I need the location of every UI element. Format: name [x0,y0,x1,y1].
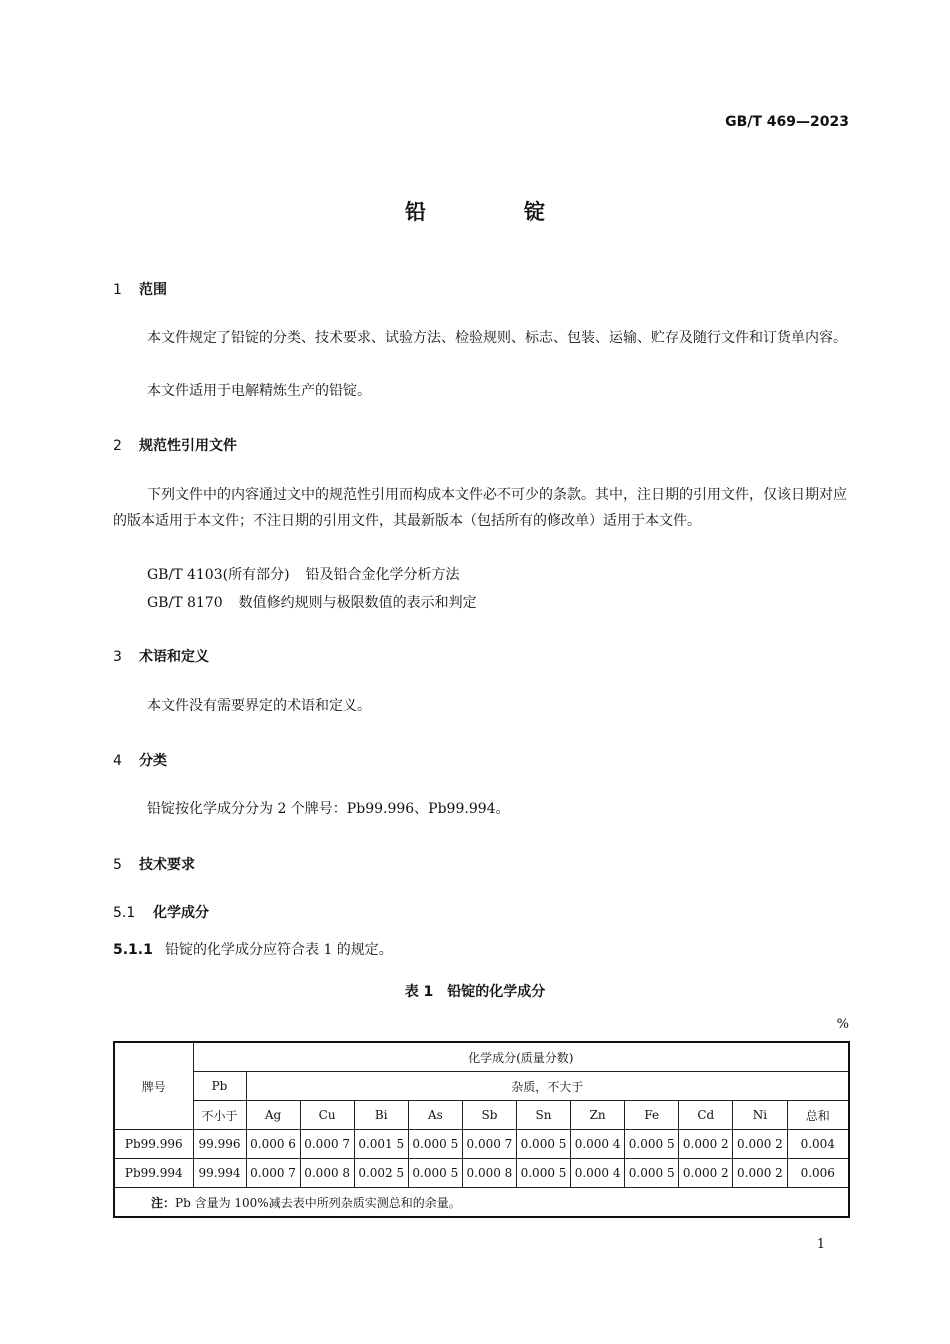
cell-value: 0.000 5 [408,1130,462,1159]
header-pb: Pb [193,1072,246,1101]
table-row [114,1130,849,1159]
reference-2: GB/T 8170 数值修约规则与极限数值的表示和判定 [147,595,477,611]
cell-pb: 99.994 [193,1159,246,1188]
section-4-heading: 4 分类 [113,753,167,769]
cell-value: 0.000 8 [462,1159,516,1188]
cell-value: 0.000 7 [246,1159,300,1188]
section-3-paragraph: 本文件没有需要界定的术语和定义。 [147,698,371,714]
header-grade: 牌号 [114,1042,193,1130]
header-element: Sb [462,1101,516,1130]
cell-value: 0.000 2 [679,1159,733,1188]
cell-value: 0.000 7 [300,1130,354,1159]
section-1-paragraph-1: 本文件规定了铅锭的分类、技术要求、试验方法、检验规则、标志、包装、运输、贮存及随行文件和订货单内容。 [147,330,847,346]
section-1-paragraph-2: 本文件适用于电解精炼生产的铅锭。 [147,383,371,399]
header-element: Cu [300,1101,354,1130]
cell-value: 0.000 4 [571,1159,625,1188]
title-char-1: 铅 [405,200,426,224]
cell-grade: Pb99.996 [114,1130,193,1159]
cell-value: 0.000 2 [679,1130,733,1159]
title-char-2: 锭 [524,200,545,224]
cell-value: 0.006 [787,1159,849,1188]
cell-value: 0.000 2 [733,1130,787,1159]
header-element: 总和 [787,1101,849,1130]
cell-value: 0.000 5 [516,1130,570,1159]
table-unit: % [836,1017,849,1032]
section-5-1-heading: 5.1 化学成分 [113,905,209,921]
header-element: Fe [625,1101,679,1130]
header-chemical-composition: 化学成分(质量分数) [193,1042,849,1072]
cell-pb: 99.996 [193,1130,246,1159]
cell-value: 0.001 5 [354,1130,408,1159]
cell-grade: Pb99.994 [114,1159,193,1188]
cell-value: 0.004 [787,1130,849,1159]
header-element: Zn [571,1101,625,1130]
header-element: Sn [516,1101,570,1130]
document-number: GB/T 469—2023 [725,114,849,130]
header-element: As [408,1101,462,1130]
section-5-heading: 5 技术要求 [113,857,195,873]
cell-value: 0.000 7 [462,1130,516,1159]
cell-value: 0.000 5 [625,1130,679,1159]
section-2-paragraph: 下列文件中的内容通过文中的规范性引用而构成本文件必不可少的条款。其中，注日期的引用文件，仅该日期对应的版本适用于本文件；不注日期的引用文件，其最新版本（包括所有的修改单）适用于本文件。 [113,487,847,529]
header-element: Ni [733,1101,787,1130]
header-min: 不小于 [193,1101,246,1130]
cell-value: 0.000 5 [408,1159,462,1188]
cell-value: 0.000 5 [625,1159,679,1188]
cell-value: 0.000 8 [300,1159,354,1188]
cell-value: 0.000 5 [516,1159,570,1188]
section-1-heading: 1 范围 [113,282,167,298]
clause-5-1-1: 5.1.1 铅锭的化学成分应符合表 1 的规定。 [113,942,393,958]
page-title [0,196,950,226]
cell-value: 0.000 4 [571,1130,625,1159]
section-4-paragraph: 铅锭按化学成分分为 2 个牌号：Pb99.996、Pb99.994。 [147,801,510,817]
header-element: Cd [679,1101,733,1130]
cell-value: 0.000 6 [246,1130,300,1159]
header-element: Bi [354,1101,408,1130]
chemical-composition-table [113,1041,850,1218]
header-impurity: 杂质，不大于 [246,1072,849,1101]
cell-value: 0.002 5 [354,1159,408,1188]
page-number: 1 [816,1237,825,1252]
table-row [114,1159,849,1188]
header-element: Ag [246,1101,300,1130]
table-note: 注：Pb 含量为 100%减去表中所列杂质实测总和的余量。 [114,1188,849,1218]
section-3-heading: 3 术语和定义 [113,649,209,665]
cell-value: 0.000 2 [733,1159,787,1188]
section-2-heading: 2 规范性引用文件 [113,438,237,454]
table-caption: 表 1 铅锭的化学成分 [404,984,546,1000]
reference-1: GB/T 4103(所有部分) 铅及铅合金化学分析方法 [147,567,460,583]
